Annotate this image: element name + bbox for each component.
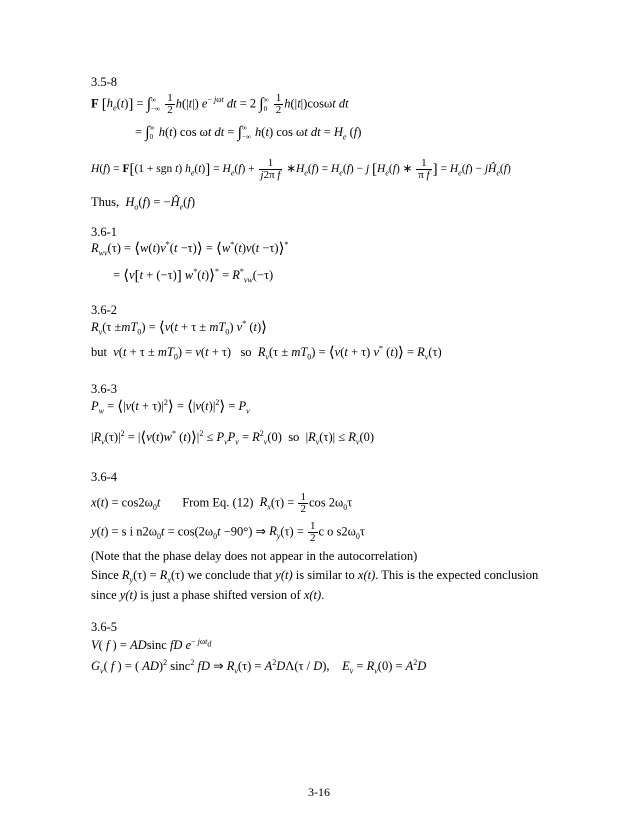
equation-3-6-2-line-1: $R_v(\tau \pm mT_0)$ = ⟨v(t + $\tau \pm mT_0$) v* (t)⟩ <box>91 318 267 337</box>
equation-3-5-8-thus: Thus, $H_o(f)$ = $-Ĥ_e(f)$ <box>91 195 195 212</box>
equation-3-6-1-line-2: = ⟨v[t + (−τ)] w*(t)⟩* = $R^*_{vw}(-\tau)$ <box>113 266 274 285</box>
equation-3-6-5-line-2: $G_v$( f ) = ( AD)$^2$ sinc$^2$ fD ⇒ $R_v(\tau) = A^2D\Lambda(\tau / D)$, $E_v = R_v(0) = A^2D$ <box>91 657 427 676</box>
equation-3-6-2-line-2: but $v(t + \tau \pm mT_0) = v(t + \tau)$ so $R_v(\tau \pm mT_0)$ = ⟨v(t + τ) v* (t)⟩ = $R_v(\tau)$ <box>91 343 442 362</box>
section-3-6-1-heading: 3.6-1 <box>91 225 118 239</box>
section-3-6-5-heading: 3.6-5 <box>91 620 118 634</box>
equation-3-6-4-line-1: $x(t) = \cos 2\omega_0t$ From Eq. (12) $R_x(\tau)$ = $\frac{1}{2}$ $\cos 2\omega_0\tau$ <box>91 491 353 515</box>
note-phase-delay: (Note that the phase delay does not appear in the autocorrelation) <box>91 549 418 563</box>
equation-3-5-8-line-3: H(f) = F[(1 + sgn t) $h_e(t)] = H_e(f)$ + $\frac{1}{\text{j2π f}}$ $∗H_e(f) = H_e(f) - j$ [$H_e(f)$ ∗ $\frac{1}{\text{π f}}$ ] = $H_e(f)$ − $jĤ_e(f)$ <box>91 157 511 181</box>
section-3-6-4-heading: 3.6-4 <box>91 470 118 484</box>
equation-3-6-5-line-1: V( f ) = ADsinc fD $e^{- j\omega t_d}$ <box>91 636 212 652</box>
section-3-6-2-heading: 3.6-2 <box>91 303 118 317</box>
section-3-5-8-heading: 3.5-8 <box>91 75 118 89</box>
equation-3-6-3-line-2: $|R_v(\tau)|^2$ = |⟨v(t)w* $(t)⟩|^2 \le P_vP_v = R^2_v(0)$ so $|R_v(\tau)| \le R_v(0)$ <box>91 428 375 447</box>
equation-3-5-8-line-1: F $[h_e(t)]$ = ∫∞ −∞ $\frac{1}{2}$ h(|t|) $e^{- j\omega t}$ dt = 2 ∫∞ 0 $\frac{1}{2}$ h(|t|)cosωt dt <box>91 92 349 116</box>
conclusion-line-2: since y(t) is just a phase shifted version of x(t). <box>91 588 325 602</box>
equation-3-6-3-line-1: $P_w$ = ⟨|v(t + $\tau)|^2⟩$ = $⟨|v(t)|^2⟩ = P_v$ <box>91 397 250 416</box>
equation-3-6-4-line-2: y(t) = s i $n2\omega_0t = \cos(2\omega_0t -90^\circ)$ ⇒ $R_y(\tau)$ = $\frac{1}{2}$ c o $s2\omega_0\tau$ <box>91 520 365 544</box>
equation-3-6-1-line-1: $R_{wv}(\tau)$ = ⟨w(t)v*(t −τ)⟩ = ⟨w*(t)v(t −τ)⟩* <box>91 239 289 258</box>
page-number: 3-16 <box>308 785 330 799</box>
equation-3-5-8-line-2: = ∫∞ 0 h(t) cos ωt dt = ∫∞ −∞ h(t) cos ωt dt = $H_e$ (f) <box>135 124 362 142</box>
section-3-6-3-heading: 3.6-3 <box>91 382 118 396</box>
conclusion-line-1: Since $R_y(\tau) = R_x(\tau)$ we conclude that y(t) is similar to x(t). This is the expected conclusion <box>91 568 539 585</box>
